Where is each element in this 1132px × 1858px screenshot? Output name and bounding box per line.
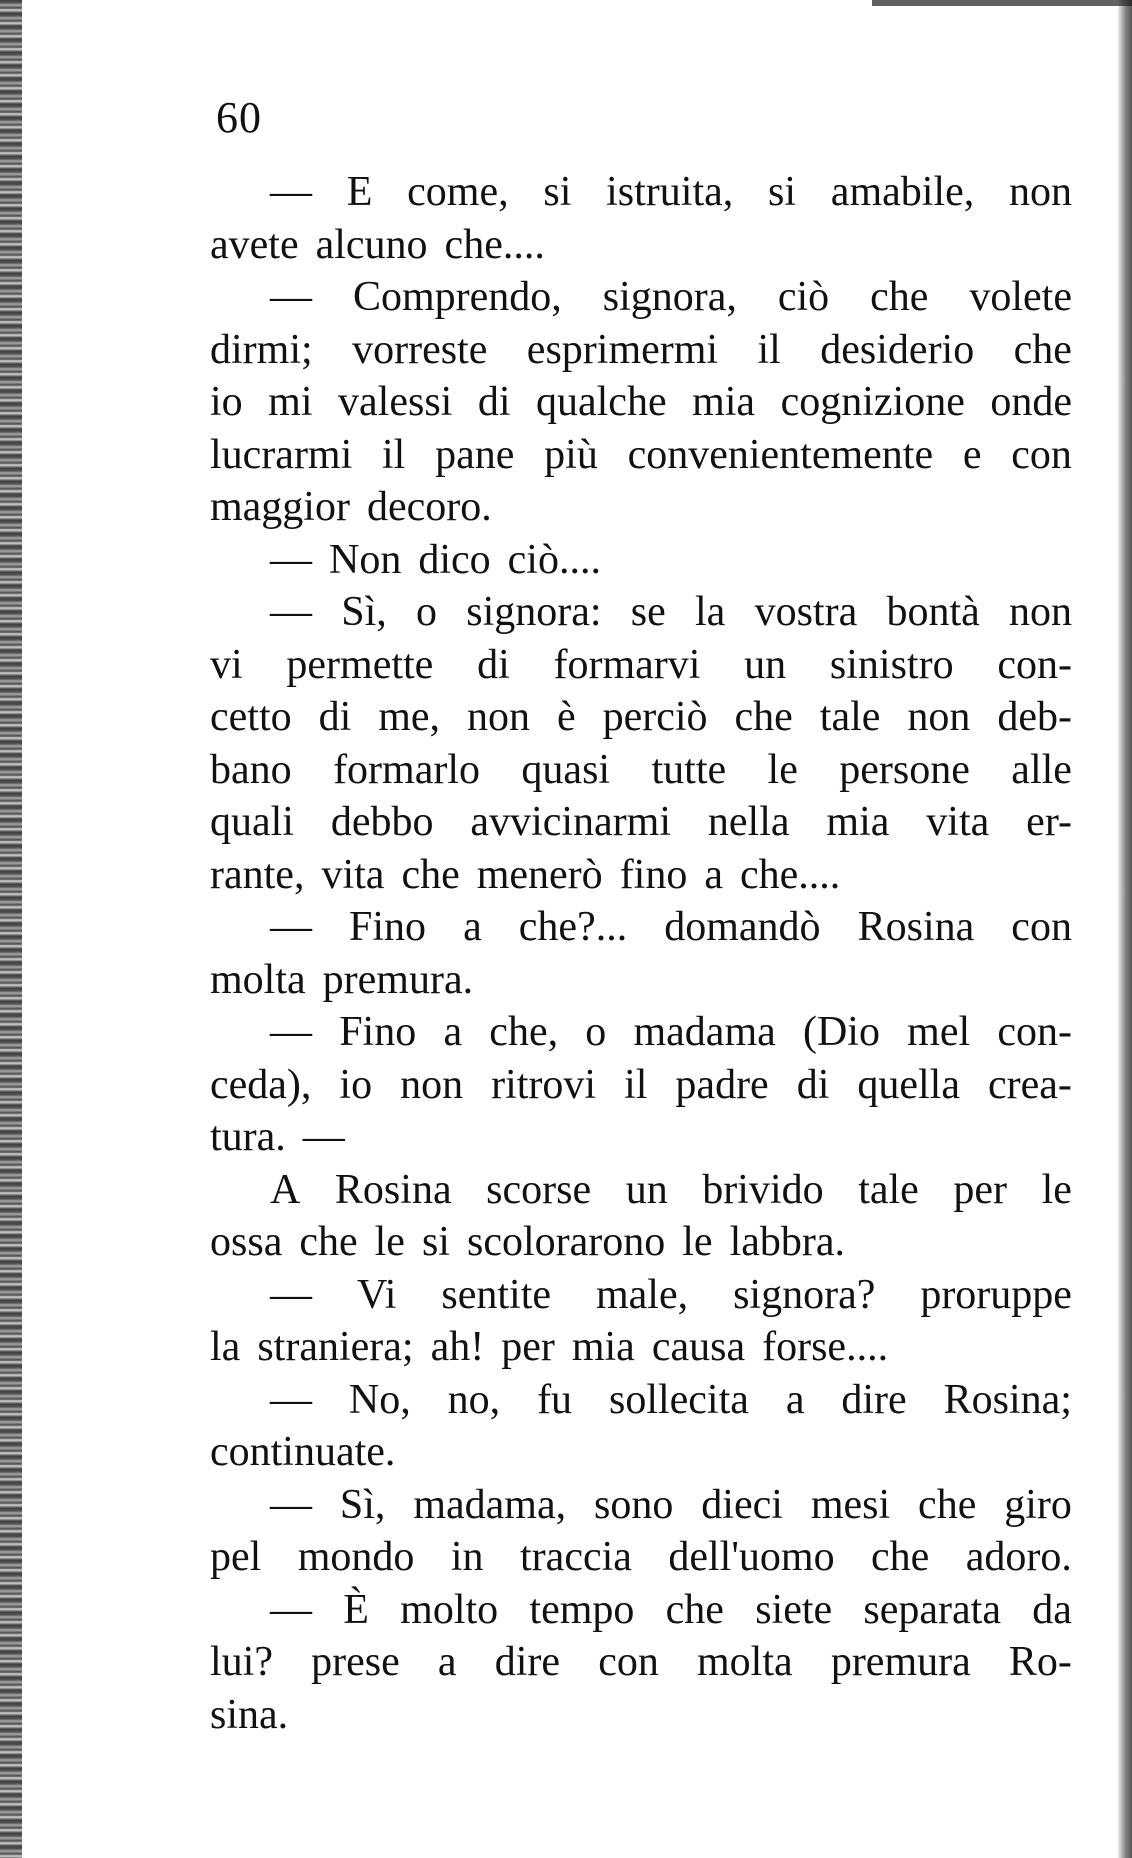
word: con xyxy=(598,1639,659,1685)
word: dell'uomo xyxy=(668,1534,835,1580)
word: perciò xyxy=(602,694,708,740)
word: — xyxy=(270,536,312,583)
word: traccia xyxy=(520,1534,632,1580)
word: di xyxy=(318,694,352,740)
text-line xyxy=(210,1164,1072,1217)
word: da xyxy=(1032,1586,1072,1633)
page-number: 60 xyxy=(216,93,262,142)
word: bontà xyxy=(886,589,980,635)
text-line xyxy=(210,796,1072,849)
text-line xyxy=(210,166,1072,219)
text-line xyxy=(210,429,1072,482)
word: non xyxy=(1008,169,1072,215)
word: a xyxy=(785,1376,805,1423)
word: menerò xyxy=(476,851,603,898)
word: vorreste xyxy=(352,326,488,373)
word: ceda), xyxy=(210,1061,312,1108)
word: vi xyxy=(210,641,243,688)
text-line xyxy=(210,1321,1072,1374)
word: non xyxy=(467,694,531,740)
word: istruita, xyxy=(606,169,734,215)
word: desiderio xyxy=(820,326,975,373)
word: io xyxy=(210,379,243,425)
word: no, xyxy=(447,1376,501,1423)
word: signora, xyxy=(602,274,737,320)
word: sinistro xyxy=(829,641,954,688)
word: Rosina xyxy=(334,1166,452,1213)
word: debbo xyxy=(330,799,434,845)
text-line xyxy=(210,639,1072,692)
text-line xyxy=(210,1269,1072,1322)
word: ossa xyxy=(210,1219,283,1265)
text-line xyxy=(210,1584,1072,1637)
word: onde xyxy=(990,379,1072,425)
word: proruppe xyxy=(920,1271,1072,1318)
word: maggior xyxy=(210,484,350,530)
word: Comprendo, xyxy=(352,274,562,320)
word: si xyxy=(543,169,572,215)
word: avete xyxy=(210,221,299,268)
word: io xyxy=(339,1061,373,1108)
word: come, xyxy=(407,169,509,215)
word: Sì, xyxy=(339,1481,386,1528)
word: deb- xyxy=(997,694,1072,740)
word: fu xyxy=(537,1376,573,1423)
word: vostra xyxy=(754,589,858,635)
text-line xyxy=(210,376,1072,429)
word: mia xyxy=(826,799,890,845)
body-text xyxy=(210,166,1072,1741)
word: male, xyxy=(595,1271,689,1318)
word: è xyxy=(556,694,576,740)
word: — xyxy=(270,1586,312,1633)
text-line xyxy=(210,324,1072,377)
word: tura. xyxy=(210,1114,286,1160)
word: premura. xyxy=(322,956,474,1003)
word: o xyxy=(416,589,437,635)
word: a xyxy=(463,904,482,950)
word: rante, xyxy=(210,851,305,898)
word: mondo xyxy=(297,1534,415,1580)
word: Vi xyxy=(356,1271,397,1318)
text-line xyxy=(210,1689,1072,1742)
word: er- xyxy=(1026,799,1072,845)
word: formarlo xyxy=(333,746,481,793)
word: scolorarono xyxy=(466,1219,666,1265)
text-line xyxy=(210,219,1072,272)
word: sono xyxy=(594,1481,674,1528)
text-line xyxy=(210,534,1072,587)
word: decoro. xyxy=(366,484,492,530)
word: — xyxy=(270,1481,312,1528)
word: sina. xyxy=(210,1691,289,1738)
text-line xyxy=(210,1426,1072,1479)
word: tale xyxy=(819,694,881,740)
word: continuate. xyxy=(210,1429,396,1475)
word: — xyxy=(270,169,312,215)
word: che?... xyxy=(518,904,628,950)
word: che xyxy=(870,274,929,320)
text-line xyxy=(210,744,1072,797)
word: che.... xyxy=(444,221,545,268)
text-line xyxy=(210,271,1072,324)
word: avvicinarmi xyxy=(470,799,672,845)
word: — xyxy=(270,904,312,950)
word: pane xyxy=(435,431,515,478)
word: che, xyxy=(489,1009,559,1055)
word: alcuno xyxy=(315,221,428,268)
word: madama xyxy=(633,1009,776,1055)
word: fino xyxy=(619,851,688,898)
word: se xyxy=(630,589,666,635)
word: quali xyxy=(210,799,294,845)
word: permette xyxy=(286,641,434,688)
word: — xyxy=(270,1376,312,1423)
word: amabile, xyxy=(830,169,975,215)
text-line xyxy=(210,1216,1072,1269)
word: Sì, xyxy=(341,589,387,635)
word: premura xyxy=(830,1639,971,1685)
word: tutte xyxy=(651,746,727,793)
word: vita xyxy=(926,799,990,845)
word: che xyxy=(401,851,460,898)
word: tale xyxy=(858,1166,919,1213)
word: nella xyxy=(707,799,790,845)
text-line xyxy=(210,586,1072,639)
word: mia xyxy=(571,1324,635,1370)
word: signora: xyxy=(466,589,602,635)
word: le xyxy=(374,1219,405,1265)
word: di xyxy=(477,379,511,425)
word: molto xyxy=(400,1586,499,1633)
word: — xyxy=(302,1114,345,1160)
word: a xyxy=(704,851,723,898)
word: che xyxy=(871,1534,930,1580)
word: brivido xyxy=(702,1166,824,1213)
word: con- xyxy=(997,641,1072,688)
scan-edge-right xyxy=(1118,0,1132,1858)
word: E xyxy=(346,169,373,215)
word: causa xyxy=(651,1324,746,1370)
word: — xyxy=(270,1009,312,1055)
word: e xyxy=(962,431,982,478)
word: di xyxy=(796,1061,830,1108)
word: ah! xyxy=(430,1324,485,1370)
word: un xyxy=(625,1166,668,1213)
word: il xyxy=(382,431,406,478)
word: labbra. xyxy=(729,1219,846,1265)
word: No, xyxy=(348,1376,411,1423)
word: dire xyxy=(841,1376,907,1423)
word: (Dio xyxy=(802,1009,880,1055)
word: separata xyxy=(863,1586,1001,1633)
word: si xyxy=(421,1219,450,1265)
word: molta xyxy=(697,1639,793,1685)
text-line xyxy=(210,1479,1072,1532)
word: ciò xyxy=(777,274,830,320)
word: vita xyxy=(321,851,385,898)
word: che xyxy=(299,1219,358,1265)
word: mi xyxy=(268,379,313,425)
word: adoro. xyxy=(965,1534,1072,1580)
word: mesi xyxy=(810,1481,891,1528)
word: giro xyxy=(1004,1481,1072,1528)
word: o xyxy=(585,1009,607,1055)
text-line xyxy=(210,1531,1072,1584)
word: prese xyxy=(311,1639,400,1685)
word: esprimermi xyxy=(526,326,719,373)
word: È xyxy=(343,1586,369,1633)
word: signora? xyxy=(733,1271,876,1318)
word: la xyxy=(695,589,726,635)
word: più xyxy=(544,431,598,478)
word: mel xyxy=(907,1009,971,1055)
word: pel xyxy=(210,1534,262,1580)
text-line xyxy=(210,849,1072,902)
word: A xyxy=(270,1166,301,1213)
word: le xyxy=(682,1219,713,1265)
word: cetto xyxy=(210,694,292,740)
word: di xyxy=(477,641,510,688)
word: le xyxy=(767,746,798,793)
word: il xyxy=(624,1061,648,1108)
word: madama, xyxy=(413,1481,567,1528)
word: bano xyxy=(210,746,292,793)
text-line xyxy=(210,1374,1072,1427)
word: domandò xyxy=(664,904,821,950)
word: — xyxy=(270,589,312,635)
word: sollecita xyxy=(608,1376,749,1423)
word: volete xyxy=(969,274,1072,320)
word: straniera; xyxy=(257,1324,414,1370)
word: con xyxy=(1011,431,1072,478)
word: forse.... xyxy=(762,1324,889,1370)
word: non xyxy=(400,1061,464,1108)
word: convenientemente xyxy=(627,431,934,478)
word: il xyxy=(757,326,781,373)
word: ritrovi xyxy=(491,1061,597,1108)
word: molta xyxy=(210,956,306,1003)
word: Non xyxy=(329,536,402,583)
word: in xyxy=(450,1534,484,1580)
word: per xyxy=(501,1324,555,1370)
word: crea- xyxy=(988,1061,1072,1108)
word: si xyxy=(768,169,797,215)
word: un xyxy=(744,641,787,688)
word: — xyxy=(270,274,312,320)
word: le xyxy=(1041,1166,1072,1213)
word: persone xyxy=(839,746,970,793)
word: tempo xyxy=(529,1586,635,1633)
word: a xyxy=(443,1009,463,1055)
word: con xyxy=(1011,904,1072,950)
text-line xyxy=(210,1111,1072,1164)
word: sentite xyxy=(441,1271,552,1318)
scan-edge-top xyxy=(872,0,1132,6)
word: — xyxy=(270,1271,312,1318)
word: padre xyxy=(675,1061,769,1108)
word: la xyxy=(210,1324,241,1370)
text-line xyxy=(210,481,1072,534)
word: mia xyxy=(692,379,756,425)
word: Rosina xyxy=(857,904,975,950)
text-line xyxy=(210,1636,1072,1689)
text-line xyxy=(210,1006,1072,1059)
text-line xyxy=(210,1059,1072,1112)
word: che xyxy=(734,694,793,740)
word: con- xyxy=(997,1009,1072,1055)
word: lucrarmi xyxy=(210,431,353,478)
word: scorse xyxy=(486,1166,592,1213)
word: dirmi; xyxy=(210,326,313,373)
word: valessi xyxy=(338,379,453,425)
word: ciò.... xyxy=(507,536,601,583)
word: che xyxy=(665,1586,724,1633)
word: per xyxy=(953,1166,1008,1213)
word: a xyxy=(437,1639,457,1685)
word: che xyxy=(918,1481,977,1528)
word: che.... xyxy=(740,851,841,898)
word: siete xyxy=(755,1586,833,1633)
scan-edge-left xyxy=(0,0,22,1858)
word: cognizione xyxy=(780,379,965,425)
text-line xyxy=(210,691,1072,744)
word: formarvi xyxy=(553,641,701,688)
word: me, xyxy=(378,694,441,740)
word: Fino xyxy=(339,1009,417,1055)
word: non xyxy=(907,694,971,740)
word: lui? xyxy=(210,1639,273,1685)
word: alle xyxy=(1011,746,1072,793)
word: Fino xyxy=(349,904,427,950)
word: quasi xyxy=(521,746,611,793)
word: dico xyxy=(418,536,491,583)
word: Ro- xyxy=(1008,1639,1072,1685)
word: Rosina; xyxy=(943,1376,1072,1423)
word: qualche xyxy=(536,379,667,425)
text-line xyxy=(210,954,1072,1007)
text-line xyxy=(210,901,1072,954)
word: non xyxy=(1009,589,1072,635)
word: dire xyxy=(494,1639,561,1685)
word: dieci xyxy=(701,1481,783,1528)
word: che xyxy=(1013,326,1072,373)
word: quella xyxy=(857,1061,960,1108)
